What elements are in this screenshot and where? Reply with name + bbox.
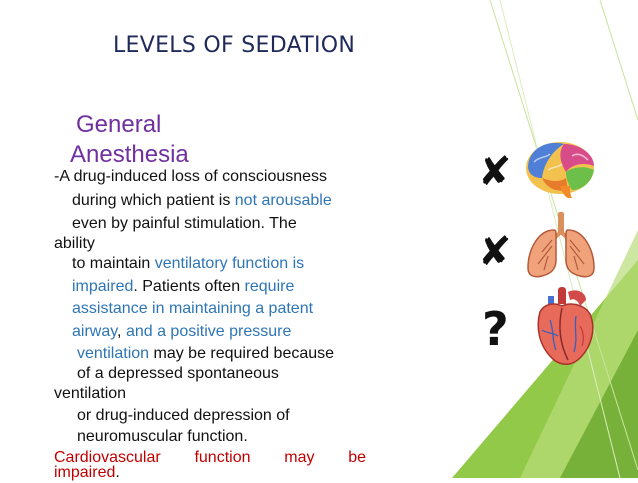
text-line: or drug-induced depression of	[77, 407, 290, 424]
cardiovascular-line-end: impaired.	[54, 464, 120, 481]
question-mark-icon: ?	[482, 302, 509, 356]
cardiovascular-line: Cardiovascular function may be	[54, 449, 366, 466]
text-line: neuromuscular function.	[77, 428, 248, 445]
text-line: to maintain ventilatory function is	[72, 255, 305, 272]
text-line: ability	[54, 235, 95, 252]
subheading-line-2: Anesthesia	[70, 141, 189, 168]
text-line: impaired. Patients often require	[72, 278, 295, 295]
x-mark-icon: ✘	[478, 149, 512, 195]
text-line: -A drug-induced loss of consciousness	[54, 168, 328, 185]
text-line: ventilation	[54, 385, 127, 402]
text-line: of a depressed spontaneous	[77, 365, 279, 382]
decor-line-2	[600, 0, 638, 120]
x-mark-icon: ✘	[478, 229, 512, 275]
text-line: airway, and a positive pressure	[72, 323, 292, 340]
brain-icon	[524, 138, 600, 200]
text-line: assistance in maintaining a patent	[72, 300, 314, 317]
heart-icon	[528, 286, 600, 370]
text-line: even by painful stimulation. The	[72, 215, 297, 232]
slide-title: LEVELS OF SEDATION	[113, 33, 356, 58]
text-line: ventilation may be required because	[77, 345, 335, 362]
lungs-icon	[524, 210, 598, 280]
subheading-line-1: General	[76, 111, 162, 138]
text-line: during which patient is not arousable	[72, 192, 332, 209]
